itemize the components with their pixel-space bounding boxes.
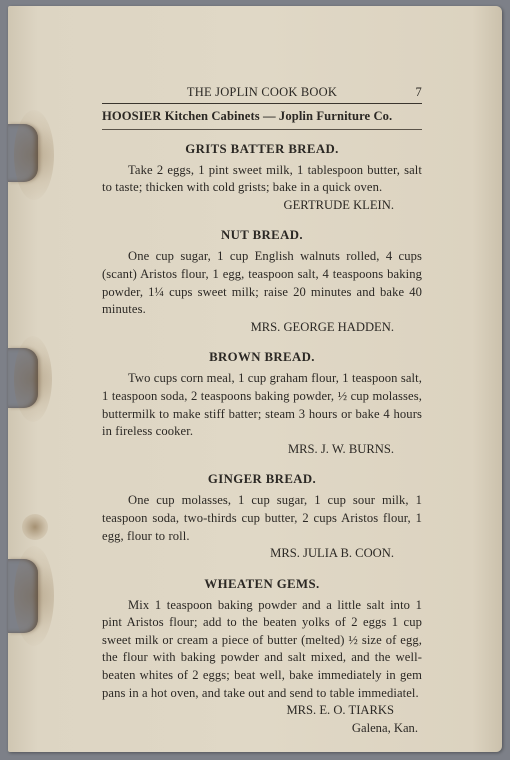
recipe-wheaten-gems — [102, 575, 422, 738]
book-title: THE JOPLIN COOK BOOK — [186, 85, 338, 99]
recipe-author: MRS. J. W. BURNS. — [287, 441, 394, 456]
running-head — [102, 82, 422, 102]
recipe-author: MRS. JULIA B. COON. — [270, 546, 394, 561]
recipe-ginger-bread — [102, 470, 422, 562]
recipe-text: Take 2 eggs, 1 pint sweet milk, 1 tablespoon butter, salt to taste; thicken with cold grists; bake in a quick oven. — [102, 162, 422, 195]
recipe-nut-bread — [102, 226, 422, 336]
recipe-grits-batter-bread — [102, 140, 422, 215]
stain-mark — [22, 514, 48, 540]
stain-mark — [14, 336, 52, 422]
recipe-title: GRITS BATTER BREAD. — [185, 141, 339, 156]
sponsor-text: HOOSIER Kitchen Cabinets — Joplin Furniture Co. — [102, 109, 393, 123]
recipe-body — [102, 597, 422, 703]
recipe-body — [102, 162, 422, 197]
recipe-author: MRS. E. O. TIARKS — [286, 703, 394, 718]
recipe-body — [102, 248, 422, 318]
recipe-author: GERTRUDE KLEIN. — [283, 197, 394, 212]
recipe-text: One cup molasses, 1 cup sugar, 1 cup sour milk, 1 teaspoon soda, two-thirds cup butter, 2 cups Aristos flour, 1 egg, flour to roll. — [102, 493, 422, 543]
recipe-text: Two cups corn meal, 1 cup graham flour, 1 teaspoon salt, 1 teaspoon soda, 2 teaspoons baking powder, ½ cup molasses, buttermilk to make stiff batter; steam 3 hours or bake 4 hours in fireless cooker. — [102, 371, 422, 439]
stain-mark — [14, 110, 54, 200]
sponsor-line — [102, 104, 422, 129]
sponsor-rule — [102, 129, 422, 130]
recipe-title: NUT BREAD. — [221, 228, 303, 243]
recipe-title: WHEATEN GEMS. — [204, 576, 320, 591]
recipe-title: BROWN BREAD. — [209, 350, 315, 365]
recipe-title: GINGER BREAD. — [207, 472, 317, 487]
stain-mark — [14, 546, 54, 646]
recipe-author: MRS. GEORGE HADDEN. — [250, 319, 394, 334]
recipe-brown-bread — [102, 348, 422, 458]
recipe-body — [102, 492, 422, 545]
page-content — [102, 82, 422, 749]
recipe-body — [102, 370, 422, 440]
page-number: 7 — [415, 85, 422, 99]
recipe-text: One cup sugar, 1 cup English walnuts rolled, 4 cups (scant) Aristos flour, 1 egg, teaspoon salt, 4 teaspoons baking powder, 1¼ cups sweet milk; raise 20 minutes and bake 40 minutes. — [102, 249, 422, 317]
recipe-location: Galena, Kan. — [351, 720, 418, 735]
recipe-text: Mix 1 teaspoon baking powder and a little salt into 1 pint Aristos flour; add to the beaten yolks of 2 eggs 1 cup sweet milk or cream a piece of butter (melted) ½ size of egg, the flour with baking powder and salt mixed, and the well-beaten whites of 2 eggs; beat well, bake immediately in gem pans in a hot oven, and take out and send to table immediatel. — [102, 597, 422, 700]
